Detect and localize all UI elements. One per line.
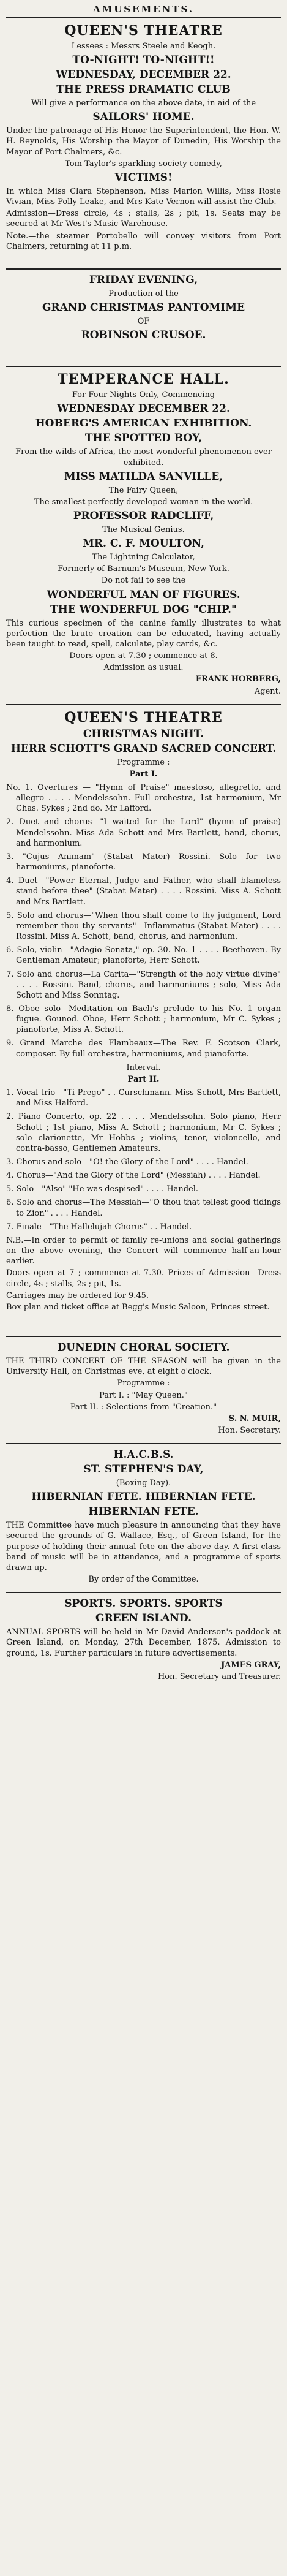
ad-title: SPORTS. SPORTS. SPORTS — [64, 1597, 223, 1610]
secretary: JAMES GRAY, — [221, 1660, 281, 1670]
spacer — [6, 1314, 281, 1330]
programme-item: 6. Solo, violin—"Adagio Sonata," op. 30. No. 1 . . . . Beethoven. By Gentleman Amateur; pianoforte, Herr Schott. — [6, 945, 281, 966]
nb: N.B.—In order to permit of family re-unions and social gatherings on the above evening, the Concert will commence half-an-hour earlier. — [6, 1235, 281, 1267]
performance: Will give a performance on the above date, in aid of the — [31, 99, 256, 108]
admission: Admission as usual. — [103, 663, 184, 673]
radcliff: PROFESSOR RADCLIFF, — [73, 509, 214, 522]
interval: Interval. — [126, 1063, 161, 1072]
pantomime-ad — [6, 268, 281, 366]
programme-item: 3. "Cujus Animam" (Stabat Mater) Rossini. Solo for two harmoniums, pianoforte. — [6, 852, 281, 873]
fete: HIBERNIAN FETE. HIBERNIAN FETE. — [31, 1491, 256, 1504]
lessees: Lessees : Messrs Steele and Keogh. — [71, 42, 216, 51]
programme-item: 8. Oboe solo—Meditation on Bach's prelude to his No. 1 organ fugue. Gounod. Oboe, Herr Schott ; harmonium, Mr C. Sykes ; pianoforte, Miss A. Schott. — [6, 1004, 281, 1035]
crusoe: ROBINSON CRUSOE. — [81, 329, 206, 342]
dog-desc: This curious specimen of the canine family illustrates to what perfection the brute creation can be educated, having actually been taught to read, spell, calculate, play cards, &c. — [6, 618, 281, 649]
part-1-items — [6, 782, 281, 1059]
steamer-note: Note.—the steamer Portobello will convey visitors from Port Chalmers, returning at 11 p.m. — [6, 231, 281, 251]
programme-item: 2. Piano Concerto, op. 22 . . . . Mendelssohn. Solo piano, Herr Schott ; 1st piano, Miss A. Schott ; harmonium, Mr C. Sykes ; solo clarionette, Mr Hobbs ; violins, tenor, violoncello, and contra-basso, Gentlemen Amateurs. — [6, 1112, 281, 1153]
programme-item: No. 1. Overtures — "Hymn of Praise" maestoso, allegretto, and allegro . . . . Mendelssohn. Full orchestra, 1st harmonium, Mr Chas. Sykes ; 2nd do. Mr Lafford. — [6, 783, 281, 814]
fail: Do not fail to see the — [101, 576, 186, 586]
ad-title: QUEEN'S THEATRE — [64, 709, 223, 725]
programme-item: 5. Solo—"Also" "He was despised" . . . . Handel. — [6, 1184, 198, 1194]
spotted-boy: THE SPOTTED BOY, — [84, 432, 203, 445]
nights: For Four Nights Only, Commencing — [72, 390, 215, 400]
sanville: MISS MATILDA SANVILLE, — [64, 470, 223, 483]
carriages: Carriages may be ordered for 9.45. — [6, 1290, 149, 1300]
ad-title: H.A.C.B.S. — [113, 1449, 174, 1461]
programme-item: 5. Solo and chorus—"When thou shalt come to thy judgment, Lord remember thou thy servants"—Inflammatus (Stabat Mater) . . . . Rossini. Miss A. Schott, band, chorus, and harmonium. — [6, 911, 281, 942]
body: THE Committee have much pleasure in announcing that they have secured the grounds of G. Wallace, Esq., of Green Island, for the purpose of holding their annual fete on the above day. A first-class band of music will be in attendance, and a programme of sports drawn up. — [6, 1521, 281, 1572]
fete-2: HIBERNIAN FETE. — [88, 1506, 199, 1518]
play-intro: Tom Taylor's sparkling society comedy, — [65, 159, 222, 169]
pantomime: GRAND CHRISTMAS PANTOMIME — [42, 301, 245, 314]
body: ANNUAL SPORTS will be held in Mr David Anderson's paddock at Green Island, on Monday, 27th December, 1875. Admission to ground, 1s. Further particulars in future advertisements. — [6, 1627, 281, 1658]
moulton-desc-2: Formerly of Barnum's Museum, New York. — [58, 564, 229, 574]
newspaper-column — [6, 0, 281, 1689]
sign: By order of the Committee. — [88, 1575, 199, 1585]
patronage: Under the patronage of His Honor the Superintendent, the Hon. W. H. Reynolds, His Worship the Mayor of Dunedin, His Worship the Mayor of Port Chalmers, &c. — [6, 126, 281, 157]
programme-item: 2. Duet and chorus—"I waited for the Lord" (hymn of praise) Mendelssohn. Miss Ada Schott and Mrs Bartlett, band, chorus, and harmonium. — [6, 817, 281, 848]
programme-item: 3. Chorus and solo—"O! the Glory of the Lord" . . . . Handel. — [6, 1157, 248, 1167]
show: HOBERG'S AMERICAN EXHIBITION. — [35, 417, 252, 430]
choral-society-ad — [6, 1336, 281, 1443]
day: ST. STEPHEN'S DAY, — [83, 1463, 204, 1476]
agent: Agent. — [254, 686, 281, 696]
cast: In which Miss Clara Stephenson, Miss Marion Willis, Miss Rosie Vivian, Miss Polly Leake, and Mrs Kate Vernon will assist the Club. — [6, 186, 281, 207]
part-1: Part I. : "May Queen." — [99, 1390, 188, 1400]
dog: THE WONDERFUL DOG "CHIP." — [50, 603, 237, 616]
part-1: Part I. — [129, 769, 158, 779]
role: Hon. Secretary. — [218, 1425, 281, 1435]
place: GREEN ISLAND. — [95, 1612, 192, 1625]
programme-item: 4. Duet—"Power Eternal, Judge and Father, who shall blameless stand before thee" (Stabat Mater) . . . . Rossini. Miss A. Schott and Mrs Bartlett. — [6, 876, 281, 907]
day-sub: (Boxing Day). — [116, 1479, 171, 1488]
doors: Doors open at 7.30 ; commence at 8. — [69, 651, 218, 661]
part-2-items — [6, 1088, 281, 1232]
secretary: S. N. MUIR, — [228, 1414, 281, 1423]
date: WEDNESDAY DECEMBER 22. — [57, 403, 230, 415]
programme-item: 6. Solo and chorus—The Messiah—"O thou that tellest good tidings to Zion" . . . . Handel. — [6, 1198, 281, 1218]
doors: Doors open at 7 ; commence at 7.30. Prices of Admission—Dress circle, 4s ; stalls, 2s ; pit, 1s. — [6, 1268, 281, 1289]
ad-title: QUEEN'S THEATRE — [64, 23, 223, 39]
admission: Admission—Dress circle, 4s ; stalls, 2s ; pit, 1s. Seats may be secured at Mr West's Music Warehouse. — [6, 209, 281, 229]
fairy-desc: The smallest perfectly developed woman in the world. — [34, 497, 253, 507]
part-2: Part II. : Selections from "Creation." — [70, 1402, 217, 1412]
programme: Programme : — [117, 1379, 170, 1388]
ad-title: TEMPERANCE HALL. — [58, 371, 229, 388]
ad-title: DUNEDIN CHORAL SOCIETY. — [57, 1341, 230, 1354]
production: Production of the — [108, 289, 179, 298]
spacer — [6, 344, 281, 360]
sports-ad — [6, 1592, 281, 1689]
programme: Programme : — [117, 757, 170, 767]
role: Hon. Secretary and Treasurer. — [157, 1672, 281, 1681]
fairy: The Fairy Queen, — [108, 485, 179, 495]
radcliff-desc: The Musical Genius. — [102, 525, 185, 534]
programme-item: 4. Chorus—"And the Glory of the Lord" (Messiah) . . . . Handel. — [6, 1171, 261, 1181]
section-header: AMUSEMENTS. — [92, 4, 195, 15]
hibernian-fete-ad — [6, 1443, 281, 1592]
programme-item: 7. Solo and chorus—La Carita—"Strength of the holy virtue divine" . . . . Rossini. Band, chorus, and harmoniums ; solo, Miss Ada Schott and Miss Sonntag. — [6, 969, 281, 1000]
queens-theatre-ad — [6, 17, 281, 268]
night: CHRISTMAS NIGHT. — [83, 727, 204, 740]
agent-name: FRANK HORBERG, — [195, 675, 281, 684]
concert: HERR SCHOTT'S GRAND SACRED CONCERT. — [10, 742, 277, 755]
body: THE THIRD CONCERT OF THE SEASON will be given in the University Hall, on Christmas eve, at eight o'clock. — [6, 1357, 281, 1377]
boy-desc: From the wilds of Africa, the most wonderful phenomenon ever exhibited. — [15, 447, 272, 468]
moulton: MR. C. F. MOULTON, — [83, 537, 204, 550]
club: THE PRESS DRAMATIC CLUB — [56, 83, 231, 96]
moulton-desc: The Lightning Calculator, — [92, 553, 195, 563]
box-office: Box plan and ticket office at Begg's Music Saloon, Princes street. — [6, 1302, 270, 1312]
sacred-concert-ad — [6, 704, 281, 1336]
programme-item: 9. Grand Marche des Flambeaux—The Rev. F. Scotson Clark, composer. By full orchestra, harmoniums, and pianoforte. — [6, 1039, 281, 1059]
wonderful-man: WONDERFUL MAN OF FIGURES. — [47, 588, 240, 601]
programme-item: 7. Finale—"The Hallelujah Chorus" . . Handel. — [6, 1222, 192, 1232]
tonight: TO-NIGHT! TO-NIGHT!! — [72, 54, 215, 67]
home: SAILORS' HOME. — [92, 111, 195, 124]
programme-item: 1. Vocal trio—"Ti Prego" . . Curschmann. Miss Schott, Mrs Bartlett, and Miss Halford. — [6, 1088, 281, 1108]
of: OF — [137, 317, 150, 327]
part-2: Part II. — [127, 1074, 160, 1084]
play-title: VICTIMS! — [114, 171, 173, 184]
date: WEDNESDAY, DECEMBER 22. — [56, 69, 231, 81]
friday: FRIDAY EVENING, — [89, 273, 198, 286]
temperance-hall-ad — [6, 366, 281, 704]
